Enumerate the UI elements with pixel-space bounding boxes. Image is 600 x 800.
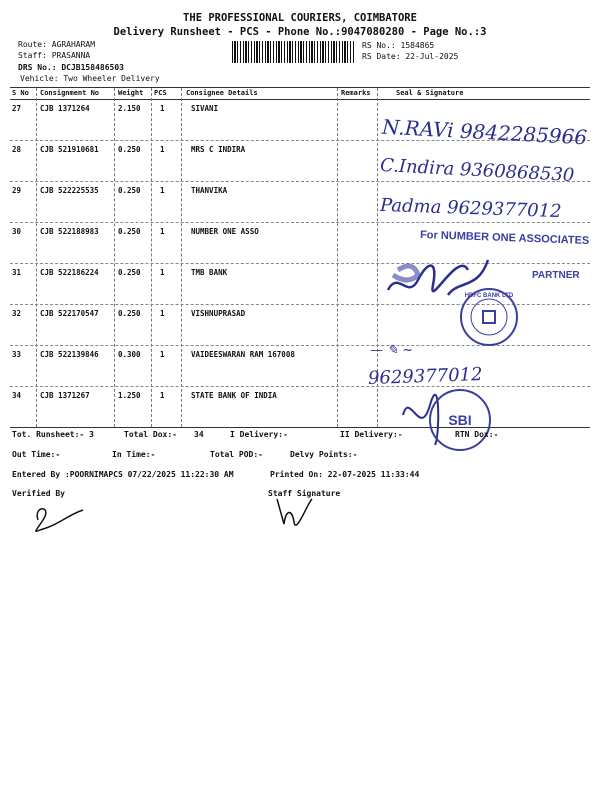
staff-signature-icon bbox=[272, 494, 317, 529]
rs-date: RS Date: 22-Jul-2025 bbox=[362, 52, 459, 61]
total-dox-value: 34 bbox=[194, 430, 204, 439]
table-header bbox=[10, 88, 590, 100]
delvy-points: Delvy Points:- bbox=[290, 450, 358, 459]
rs-number: RS No.: 1584865 bbox=[362, 41, 435, 50]
total-pod: Total POD:- bbox=[210, 450, 263, 459]
printed-on: Printed On: 22-07-2025 11:33:44 bbox=[270, 470, 420, 479]
col-remarks: Remarks bbox=[341, 89, 371, 97]
vehicle-label: Vehicle: Two Wheeler Delivery bbox=[20, 74, 160, 83]
sbi-stamp-text: SBI bbox=[448, 412, 472, 428]
drs-number: DRS No.: DCJB158486503 bbox=[18, 63, 124, 72]
col-consignee: Consignee Details bbox=[186, 89, 258, 97]
document-subtitle: Delivery Runsheet - PCS - Phone No.:9047080280 - Page No.:3 bbox=[113, 26, 487, 38]
total-dox-label: Total Dox:- bbox=[124, 430, 177, 439]
signature-row-29: C.Indira 9360868530 bbox=[379, 154, 575, 187]
hdfc-stamp-icon bbox=[458, 286, 520, 348]
ii-delivery: II Delivery:- bbox=[340, 430, 403, 439]
staff-signature: Staff Signature bbox=[268, 489, 341, 498]
in-time: In Time:- bbox=[112, 450, 156, 459]
out-time: Out Time:- bbox=[12, 450, 61, 459]
table-row: 34 CJB 1371267 1.250 1 STATE BANK OF INDIA bbox=[12, 391, 277, 400]
signature-row-28: N.RAVi 9842285966 bbox=[381, 114, 588, 150]
table-row: 31 CJB 522186224 0.250 1 TMB BANK bbox=[10, 264, 590, 305]
staff-label: Staff: PRASANNA bbox=[18, 51, 91, 60]
verified-signature-icon bbox=[28, 500, 88, 535]
hdfc-stamp-text: HDFC BANK LTD bbox=[464, 293, 514, 299]
col-pcs: PCS bbox=[154, 89, 167, 97]
col-consignment: Consignment No bbox=[40, 89, 100, 97]
table-row: 30 CJB 522188983 0.250 1 NUMBER ONE ASSO bbox=[10, 223, 590, 264]
sbi-stamp-icon bbox=[395, 385, 500, 455]
entered-by: Entered By :POORNIMAPCS 07/22/2025 11:22:30 AM bbox=[12, 470, 234, 479]
rtn-dox: RTN Dox:- bbox=[455, 430, 499, 439]
barcode bbox=[232, 41, 354, 63]
table-row: 28 CJB 521910681 0.250 1 MRS C INDIRA bbox=[10, 141, 590, 182]
col-seal: Seal & Signature bbox=[396, 89, 464, 97]
stamp-partner: PARTNER bbox=[532, 270, 580, 281]
table-row: 29 CJB 522225535 0.250 1 THANVIKA bbox=[10, 182, 590, 223]
table-row: 27 CJB 1371264 2.150 1 SIVANI bbox=[10, 100, 590, 141]
col-weight: Weight bbox=[118, 89, 144, 97]
table-row: 33 CJB 522139846 0.300 1 VAIDEESWARAN RAM 167008 bbox=[10, 346, 590, 387]
verified-by: Verified By bbox=[12, 489, 65, 498]
total-runsheet: Tot. Runsheet:- 3 bbox=[12, 430, 94, 439]
signature-row-33: — ✎ ~ bbox=[370, 343, 414, 358]
route-label: Route: AGRAHARAM bbox=[18, 40, 96, 49]
signature-row-34: 9629377012 bbox=[367, 364, 483, 389]
signature-row-30: Padma 9629377012 bbox=[379, 194, 562, 223]
col-sno: S No bbox=[12, 89, 29, 97]
document-title: THE PROFESSIONAL COURIERS, COIMBATORE bbox=[183, 12, 417, 24]
table-row: 32 CJB 522170547 0.250 1 VISHNUPRASAD bbox=[10, 305, 590, 346]
stamp-number-one: For NUMBER ONE ASSOCIATES bbox=[419, 229, 590, 247]
i-delivery: I Delivery:- bbox=[230, 430, 288, 439]
